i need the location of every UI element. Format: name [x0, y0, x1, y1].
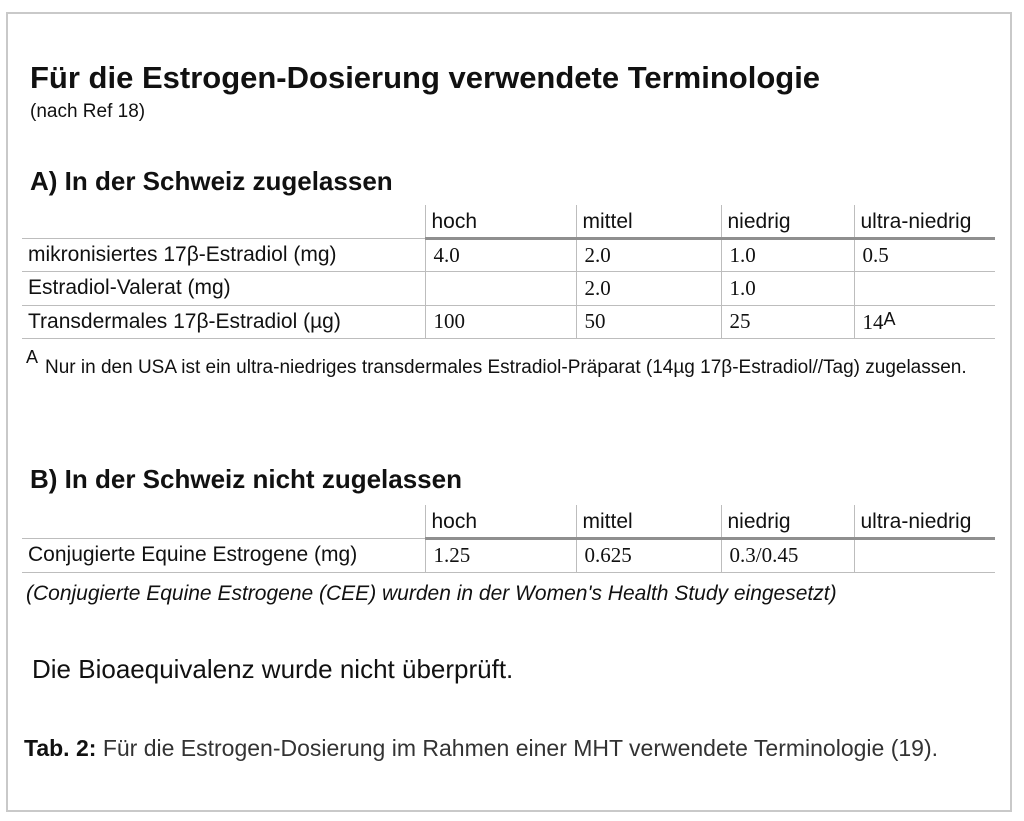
table-row: [22, 305, 995, 338]
footnote-marker: A: [26, 347, 39, 367]
column-header-niedrig: niedrig: [721, 205, 854, 238]
value-cell: [854, 271, 995, 305]
table-row: [22, 271, 995, 305]
section-a-heading: A) In der Schweiz zugelassen: [30, 166, 393, 196]
value-cell: 0.5: [854, 238, 995, 271]
empty-header-cell: [22, 505, 425, 538]
footnote-text: Nur in den USA ist ein ultra-niedriges transdermales Estradiol-Präparat (14µg 17β-Estradiol//Tag) zugelassen.: [45, 357, 967, 378]
value-cell: 0.3/0.45: [721, 538, 854, 572]
value-cell: [425, 271, 576, 305]
caption-text: Für die Estrogen-Dosierung im Rahmen einer MHT verwendete Terminologie (19).: [102, 735, 938, 761]
column-header-mittel: mittel: [576, 205, 721, 238]
value-cell: 1.0: [721, 271, 854, 305]
column-header-hoch: hoch: [425, 205, 576, 238]
bioequivalence-note: Die Bioaequivalenz wurde nicht überprüft.: [32, 654, 514, 684]
value-cell: 50: [576, 305, 721, 338]
column-header-hoch: hoch: [425, 505, 576, 538]
value-cell: 0.625: [576, 538, 721, 572]
section-b-heading: B) In der Schweiz nicht zugelassen: [30, 464, 462, 494]
table-section-b: [22, 505, 995, 573]
page-title: Für die Estrogen-Dosierung verwendete Terminologie: [30, 60, 821, 95]
value-cell: 25: [721, 305, 854, 338]
column-header-niedrig: niedrig: [721, 505, 854, 538]
value-cell: 4.0: [425, 238, 576, 271]
value-cell: 2.0: [576, 271, 721, 305]
row-label: Transdermales 17β-Estradiol (µg): [22, 305, 425, 338]
row-label: Conjugierte Equine Estrogene (mg): [22, 538, 425, 572]
table-section-a: [22, 205, 995, 339]
value-cell: 1.25: [425, 538, 576, 572]
footnote: [26, 347, 1006, 378]
column-header-ultra-niedrig: ultra-niedrig: [854, 505, 995, 538]
value-cell: 1.0: [721, 238, 854, 271]
table-header-row: [22, 505, 995, 538]
caption-label: Tab. 2:: [24, 735, 97, 761]
table-row: [22, 238, 995, 271]
value-cell-with-footnote: [854, 305, 995, 338]
table-caption: [24, 733, 984, 763]
column-header-mittel: mittel: [576, 505, 721, 538]
footnote-reference: A: [883, 308, 896, 329]
empty-header-cell: [22, 205, 425, 238]
value-cell: 100: [425, 305, 576, 338]
column-header-ultra-niedrig: ultra-niedrig: [854, 205, 995, 238]
row-label: Estradiol-Valerat (mg): [22, 271, 425, 305]
page-subtitle: (nach Ref 18): [30, 101, 146, 122]
value-cell: [854, 538, 995, 572]
row-label: mikronisiertes 17β-Estradiol (mg): [22, 238, 425, 271]
value-text: 14: [862, 309, 884, 334]
figure-frame: [6, 12, 1012, 812]
table-row: [22, 538, 995, 572]
value-cell: 2.0: [576, 238, 721, 271]
table-header-row: [22, 205, 995, 238]
cee-note: (Conjugierte Equine Estrogene (CEE) wurden in der Women's Health Study eingesetzt): [26, 582, 837, 605]
